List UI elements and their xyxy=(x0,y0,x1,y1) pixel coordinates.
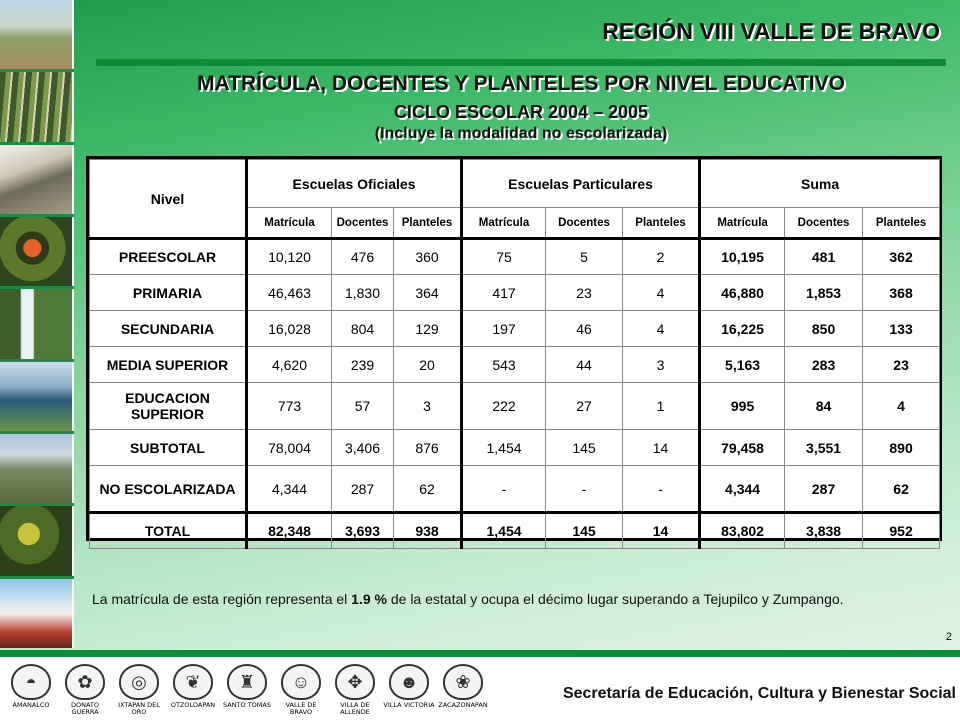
logo-label: VILLA VICTORIA xyxy=(383,701,435,709)
table-cell: 417 xyxy=(462,275,546,311)
sum-cell: 1,853 xyxy=(785,275,863,311)
table-cell: - xyxy=(462,466,546,513)
subheader-docentes: Docentes xyxy=(332,208,394,239)
municipality-logo xyxy=(274,664,328,716)
table-cell: 57 xyxy=(332,383,394,430)
table-row-total xyxy=(90,513,940,549)
subheader-matricula: Matrícula xyxy=(700,208,785,239)
table-cell: 129 xyxy=(394,311,462,347)
subheader-docentes: Docentes xyxy=(785,208,863,239)
amanalco-glyph-icon: ◓ xyxy=(11,664,51,700)
sum-cell: 62 xyxy=(863,466,940,513)
table-cell: 23 xyxy=(546,275,623,311)
table-row xyxy=(90,347,940,383)
table-cell: 1,830 xyxy=(332,275,394,311)
table-cell: 78,004 xyxy=(247,430,332,466)
table-cell: 1 xyxy=(623,383,700,430)
nivel-cell: TOTAL xyxy=(90,513,247,549)
municipality-logo xyxy=(328,664,382,716)
sum-cell: 287 xyxy=(785,466,863,513)
sum-cell: 5,163 xyxy=(700,347,785,383)
secretariat-title: Secretaría de Educación, Cultura y Bienestar Social xyxy=(562,685,956,702)
sum-cell: 283 xyxy=(785,347,863,383)
table-cell: 1,454 xyxy=(462,430,546,466)
table-cell: 804 xyxy=(332,311,394,347)
table-cell: 876 xyxy=(394,430,462,466)
logo-label: OTZOLOAPAN xyxy=(170,701,216,709)
group-header-suma: Suma xyxy=(700,160,940,208)
table-cell: 1,454 xyxy=(462,513,546,549)
table-row xyxy=(90,239,940,275)
slide-title: MATRÍCULA, DOCENTES Y PLANTELES POR NIVEL EDUCATIVO xyxy=(197,72,845,95)
table-cell: 44 xyxy=(546,347,623,383)
table-cell: 27 xyxy=(546,383,623,430)
nivel-cell: EDUCACION SUPERIOR xyxy=(90,383,247,430)
nivel-cell: SECUNDARIA xyxy=(90,311,247,347)
table-cell: 773 xyxy=(247,383,332,430)
nivel-cell: MEDIA SUPERIOR xyxy=(90,347,247,383)
region-title: REGIÓN VIII VALLE DE BRAVO xyxy=(602,18,940,44)
sum-cell: 16,225 xyxy=(700,311,785,347)
logo-label: ZACAZONAPAN xyxy=(438,701,488,709)
nivel-cell: PREESCOLAR xyxy=(90,239,247,275)
table-cell: 46,463 xyxy=(247,275,332,311)
logo-label: VILLA DE ALLENDE xyxy=(340,701,370,716)
table-row xyxy=(90,275,940,311)
table-cell: 3 xyxy=(623,347,700,383)
footer xyxy=(0,650,960,720)
table-cell: 239 xyxy=(332,347,394,383)
subheader-docentes: Docentes xyxy=(546,208,623,239)
sum-cell: 84 xyxy=(785,383,863,430)
table-cell: 16,028 xyxy=(247,311,332,347)
subheader-planteles: Planteles xyxy=(623,208,700,239)
table-cell: 197 xyxy=(462,311,546,347)
table-row xyxy=(90,383,940,430)
table-cell: 4 xyxy=(623,275,700,311)
table-cell: 4,620 xyxy=(247,347,332,383)
page-number: 2 xyxy=(945,631,952,643)
school-cycle: CICLO ESCOLAR 2004 – 2005 xyxy=(393,102,649,122)
sum-cell: 362 xyxy=(863,239,940,275)
municipality-logo xyxy=(382,664,436,716)
table-cell: 4 xyxy=(623,311,700,347)
municipality-logos xyxy=(4,664,490,716)
logo-label: SANTO TOMAS xyxy=(223,701,271,709)
table-cell: 287 xyxy=(332,466,394,513)
forest-photo xyxy=(0,72,74,141)
zacazonapan-glyph-icon: ❀ xyxy=(443,664,483,700)
table-cell: - xyxy=(546,466,623,513)
table-cell: 10,120 xyxy=(247,239,332,275)
landscape-photo xyxy=(0,0,74,69)
sum-cell: 481 xyxy=(785,239,863,275)
santo-tomas-glyph-icon: ♜ xyxy=(227,664,267,700)
sum-cell: 79,458 xyxy=(700,430,785,466)
table-body xyxy=(90,239,940,549)
summary-text: La matrícula de esta región representa el xyxy=(92,591,352,607)
sum-cell: 3,838 xyxy=(785,513,863,549)
sum-cell: 23 xyxy=(863,347,940,383)
sum-cell: 10,195 xyxy=(700,239,785,275)
subheader-matricula: Matrícula xyxy=(462,208,546,239)
donato-guerra-glyph-icon: ✿ xyxy=(65,664,105,700)
municipality-logo xyxy=(166,664,220,716)
table-cell: 75 xyxy=(462,239,546,275)
nivel-cell: SUBTOTAL xyxy=(90,430,247,466)
logo-label: VALLE DE BRAVO xyxy=(285,701,317,716)
group-header-particulares: Escuelas Particulares xyxy=(462,160,700,208)
sum-cell: 850 xyxy=(785,311,863,347)
street-photo xyxy=(0,145,74,214)
table-row xyxy=(90,466,940,513)
table-row xyxy=(90,311,940,347)
title-divider xyxy=(96,59,946,66)
otzoloapan-glyph-icon: ❦ xyxy=(173,664,213,700)
municipality-logo xyxy=(58,664,112,716)
sum-cell: 368 xyxy=(863,275,940,311)
table-cell: 3,693 xyxy=(332,513,394,549)
table-cell: 3 xyxy=(394,383,462,430)
valle-de-bravo-glyph-icon: ☺ xyxy=(281,664,321,700)
table-cell: 3,406 xyxy=(332,430,394,466)
table-row-subtotal xyxy=(90,430,940,466)
table-cell: 145 xyxy=(546,430,623,466)
table-cell: 5 xyxy=(546,239,623,275)
municipality-logo xyxy=(436,664,490,716)
group-header-oficiales: Escuelas Oficiales xyxy=(247,160,462,208)
nivel-cell: PRIMARIA xyxy=(90,275,247,311)
municipality-logo xyxy=(220,664,274,716)
data-table xyxy=(89,159,940,549)
table-cell: 364 xyxy=(394,275,462,311)
ixtapan-del-oro-glyph-icon: ◎ xyxy=(119,664,159,700)
table-cell: 20 xyxy=(394,347,462,383)
nivel-header: Nivel xyxy=(90,160,247,239)
sum-cell: 4 xyxy=(863,383,940,430)
table-cell: 2 xyxy=(623,239,700,275)
table-cell: 222 xyxy=(462,383,546,430)
sum-cell: 133 xyxy=(863,311,940,347)
table-cell: 145 xyxy=(546,513,623,549)
table-cell: 4,344 xyxy=(247,466,332,513)
footer-divider xyxy=(0,650,960,657)
subheader-planteles: Planteles xyxy=(863,208,940,239)
valley-photo xyxy=(0,434,74,503)
table-cell: 62 xyxy=(394,466,462,513)
table-cell: 476 xyxy=(332,239,394,275)
table-cell: 14 xyxy=(623,513,700,549)
logo-label: DONATO GUERRA xyxy=(70,701,99,716)
sum-cell: 4,344 xyxy=(700,466,785,513)
photo-strip xyxy=(0,0,74,648)
logo-label: AMANALCO xyxy=(12,701,50,709)
nivel-cell: NO ESCOLARIZADA xyxy=(90,466,247,513)
logo-label: IXTAPAN DEL ORO xyxy=(118,701,160,716)
sum-cell: 995 xyxy=(700,383,785,430)
summary-paragraph xyxy=(92,590,930,609)
villa-de-allende-glyph-icon: ✥ xyxy=(335,664,375,700)
table-cell: 14 xyxy=(623,430,700,466)
summary-text: de la estatal y ocupa el décimo lugar superando a Tejupilco y Zumpango. xyxy=(386,591,844,607)
lake-photo xyxy=(0,362,74,431)
table-cell: 543 xyxy=(462,347,546,383)
municipality-logo xyxy=(112,664,166,716)
subheader-planteles: Planteles xyxy=(394,208,462,239)
sum-cell: 952 xyxy=(863,513,940,549)
sum-cell: 890 xyxy=(863,430,940,466)
butterfly-photo xyxy=(0,217,74,286)
table-cell: 938 xyxy=(394,513,462,549)
church-photo xyxy=(0,579,74,648)
table-cell: - xyxy=(623,466,700,513)
waterfall-photo xyxy=(0,289,74,358)
tree-photo xyxy=(0,506,74,575)
sum-cell: 3,551 xyxy=(785,430,863,466)
subheader-matricula: Matrícula xyxy=(247,208,332,239)
percentage-value: 1.9 % xyxy=(351,591,387,607)
table-cell: 82,348 xyxy=(247,513,332,549)
modality-note: (Incluye la modalidad no escolarizada) xyxy=(374,125,668,142)
table-cell: 46 xyxy=(546,311,623,347)
sum-cell: 83,802 xyxy=(700,513,785,549)
table-cell: 360 xyxy=(394,239,462,275)
education-table xyxy=(86,156,942,541)
villa-victoria-glyph-icon: ☻ xyxy=(389,664,429,700)
municipality-logo xyxy=(4,664,58,716)
sum-cell: 46,880 xyxy=(700,275,785,311)
